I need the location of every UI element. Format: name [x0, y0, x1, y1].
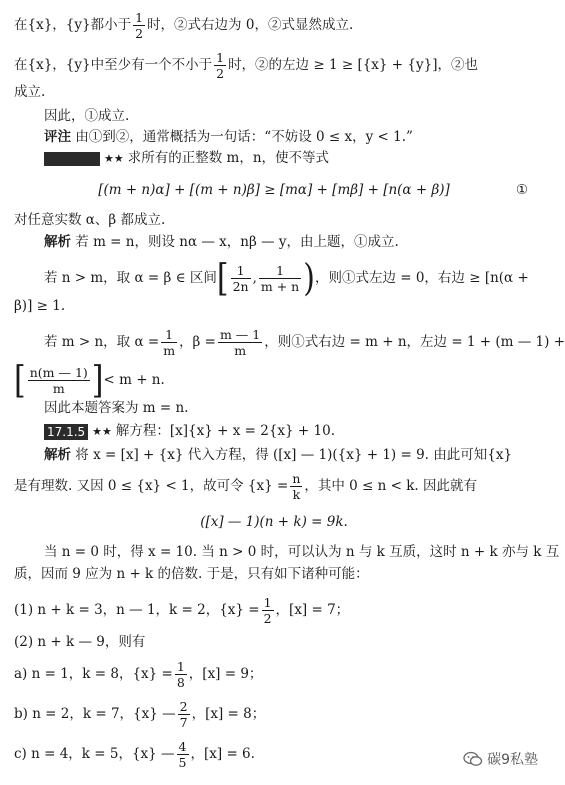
- text-line-19: 当 n = 0 时，得 x = 10. 当 n > 0 时，可以认为 n 与 k 互质，这时 n + k 亦与 k 互: [44, 544, 560, 560]
- watermark: [463, 749, 538, 769]
- text-line-12: 若 m > n，取 α = $\frac{1}{m}$ ，β = $\frac{m — 1}{m}$ ，则①式右边 = m + n，左边 = 1 + (m — 1) +: [44, 327, 565, 358]
- problem-tag: [44, 152, 100, 166]
- wechat-icon: [463, 751, 483, 767]
- wechat-icon-svg: [463, 751, 483, 767]
- fraction-one-half: $\frac{1}{2}$: [216, 50, 225, 81]
- fraction-one-half: $\frac{1}{2}$: [135, 10, 144, 41]
- case-1: (1) n + k = 3，n — 1，k = 2，{x} = $\frac{1}{2}$ ，[x] = 7；: [14, 595, 350, 626]
- text-line-20: 质，因而 9 应为 n + k 的倍数. 于是，只有如下诸种可能：: [14, 566, 369, 582]
- text-line-8: 对任意实数 α、β 都成立.: [14, 212, 166, 228]
- text-line-1: 在{x}，{y}都小于 $\frac{1}{2}$ 时，②式右边为 0，②式显然成立.: [14, 10, 354, 41]
- remark-line: 评注 由①到②，通常概括为一句话：“不妨设 0 ≤ x，y < 1.”: [44, 129, 413, 145]
- problem-number-tag: 17.1.5: [44, 424, 88, 440]
- text-line-17: 是有理数. 又因 0 ≤ {x} < 1，故可令 {x} = $\frac{n}{k}$ ，其中 0 ≤ n < k. 因此就有: [14, 471, 478, 502]
- problem-17-1-5: 17.1.5 ★★ 解方程：[x]{x} + x = 2{x} + 10.: [44, 421, 534, 442]
- difficulty-stars: ★★: [92, 425, 112, 438]
- answer-line: 因此本题答案为 m = n.: [44, 400, 189, 416]
- text-line-4: 因此，①成立.: [44, 108, 130, 124]
- solution-line-2: 解析 将 x = [x] + {x} 代入方程，得 ([x] — 1)({x} + 1) = 9. 由此可知{x}: [44, 447, 513, 463]
- equation-number: ①: [515, 182, 528, 198]
- solution-label: 解析: [44, 447, 71, 463]
- remark-label: 评注: [44, 129, 71, 145]
- text-line-3: 成立.: [14, 84, 46, 100]
- watermark-text: 碳9私塾: [487, 752, 538, 768]
- case-2c: c) n = 4，k = 5，{x} — $\frac{4}{5}$ ，[x] = 6.: [14, 739, 255, 770]
- text-line-11: β)] ≥ 1.: [14, 298, 66, 314]
- text-line-2: 在{x}，{y}中至少有一个不小于 $\frac{1}{2}$ 时，②的左边 ≥ 1 ≥ [{x} + {y}]，②也: [14, 50, 478, 81]
- difficulty-stars: ★★: [104, 152, 124, 165]
- display-equation-2: ([x] — 1)(n + k) = 9k.: [200, 514, 348, 530]
- solution-label: 解析: [44, 234, 71, 250]
- case-2b: b) n = 2，k = 7，{x} — $\frac{2}{7}$ ，[x] = 8；: [14, 699, 266, 730]
- problem-line: ★★ 求所有的正整数 m，n，使不等式: [44, 148, 534, 169]
- case-2: (2) n + k — 9，则有: [14, 634, 146, 650]
- case-2a: a) n = 1，k = 8，{x} = $\frac{1}{8}$ ，[x] = 9；: [14, 659, 263, 690]
- solution-line: 解析 若 m = n，则设 nα — x，nβ — y，由上题，①成立.: [44, 234, 399, 250]
- text-line-13: [ $\frac{n(m — 1)}{m}$ ]< m + n.: [14, 358, 165, 402]
- text-line-10: 若 n > m，取 α = β ∈ 区间[ $\frac{1}{2n}$ , $\frac{1}{m + n}$ )，则①式左边 = 0，右边 ≥ [n(α +: [44, 256, 529, 300]
- display-equation-1: [(m + n)α] + [(m + n)β] ≥ [mα] + [mβ] + [n(α + β)] ①: [98, 182, 528, 198]
